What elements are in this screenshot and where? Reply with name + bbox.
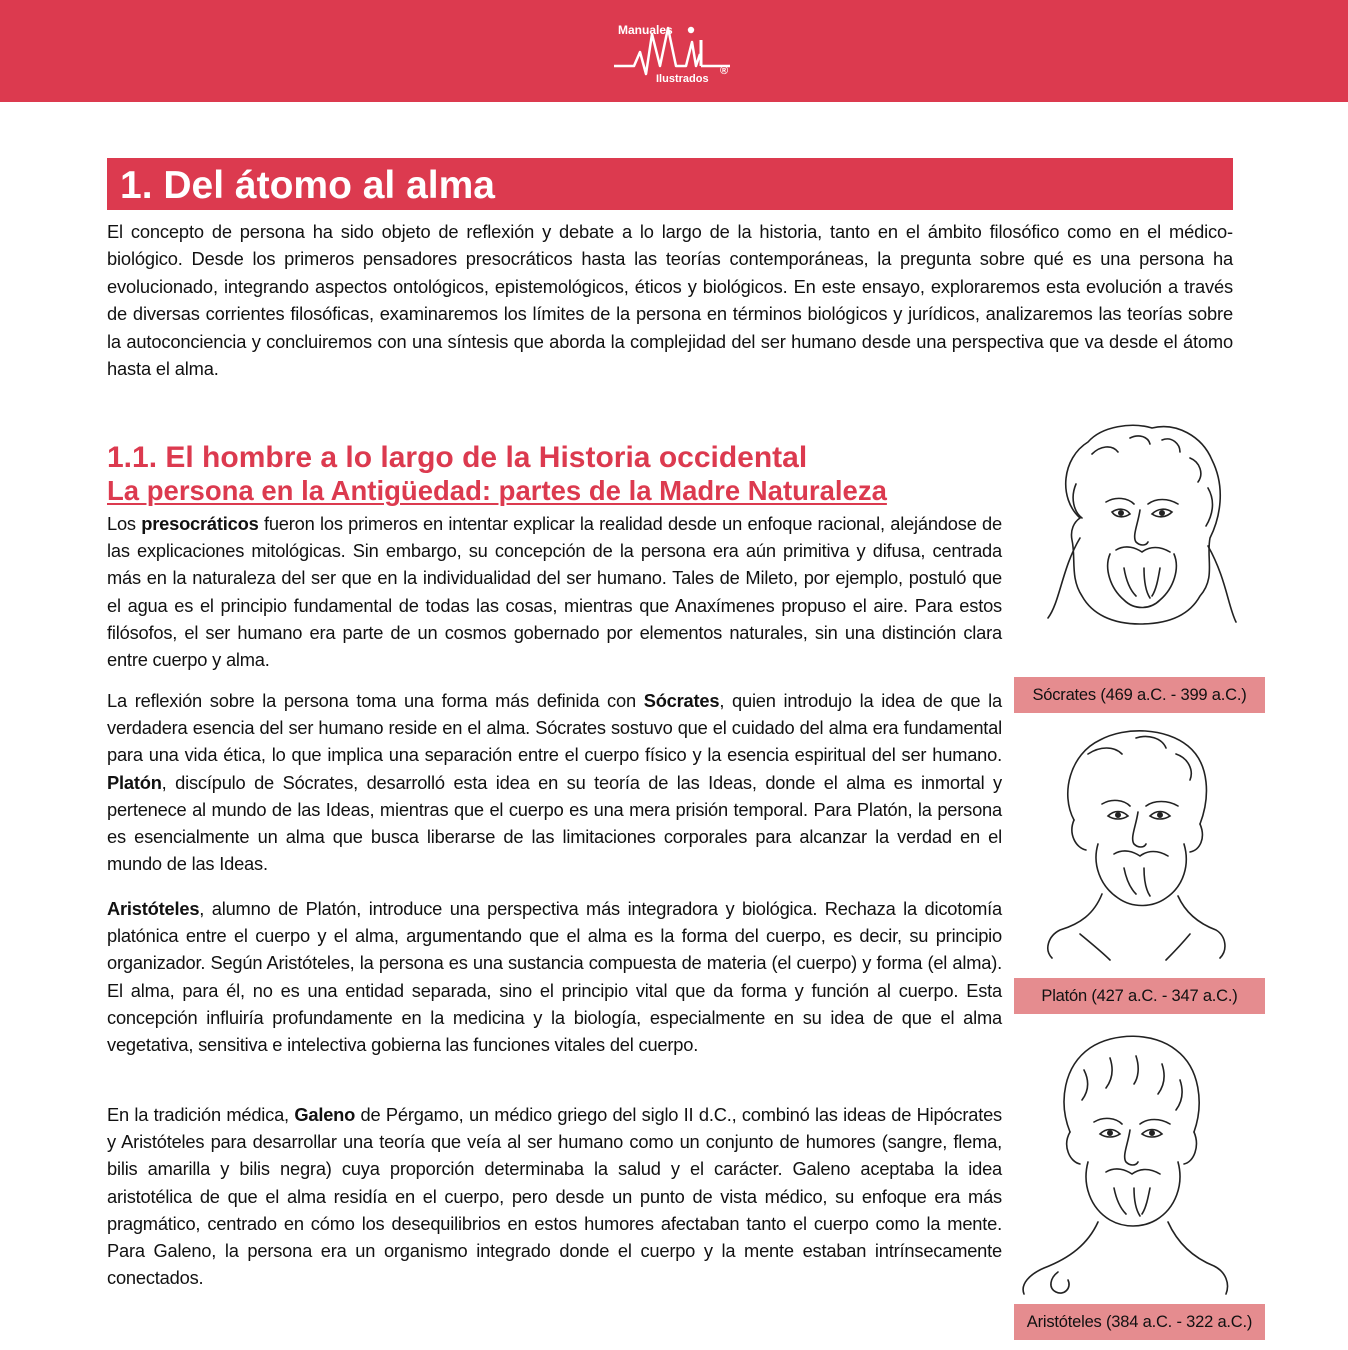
aristotle-portrait-icon: [1014, 1022, 1234, 1298]
aristotle-caption: Aristóteles (384 a.C. - 322 a.C.): [1014, 1304, 1265, 1340]
term-galeno: Galeno: [294, 1104, 356, 1125]
logo-registered-mark: ®: [720, 65, 729, 77]
paragraph-text: , discípulo de Sócrates, desarrolló esta idea en su teoría de las Ideas, donde el alma es inmortal y pertenece al mundo de las Ideas, mientras que el cuerpo es una mera prisión temporal. Para Platón, la persona es esencialmente un alma que busca liberarse de las limitaciones corporales para alcanzar la verdad en el mundo de las Ideas.: [107, 771, 1002, 875]
paragraph-text: , alumno de Platón, introduce una perspectiva más integradora y biológica. Rechaza la dicotomía platónica entre el cuerpo y el alma, argumentando que el alma es la forma del cuerpo, es decir, su principio organizador. Según Aristóteles, la persona es una sustancia compuesta de materia (el cuerpo) y forma (el alma). El alma, para él, no es una entidad separada, sino el principio vital que da forma y función al cuerpo. Esta concepción influiría profundamente en la medicina y la biología, especialmente en su idea de que el alma vegetativa, sensitiva e intelectiva gobierna las funciones vitales del cuerpo.: [107, 898, 1002, 1056]
section-title: 1.1. El hombre a lo largo de la Historia occidental: [107, 441, 808, 474]
paragraph-text: , quien introdujo la idea de que la verdadera esencia del ser humano reside en el alma. Sócrates sostuvo que el cuidado del alma era fundamental para una vida ética, lo que implica una separación entre el cuerpo físico y la esencia espiritual del ser humano.: [107, 690, 1002, 766]
term-presocraticos: presocráticos: [141, 513, 259, 534]
paragraph-text: fueron los primeros en intentar explicar la realidad desde un enfoque racional, alejándose de las explicaciones mitológicas. Sin embargo, su concepción de la persona era aún primitiva y difusa, centrada más en la naturaleza del ser que en la individualidad del ser humano. Tales de Mileto, por ejemplo, postuló que el agua es el principio fundamental de todas las cosas, mientras que Anaxímenes propuso el aire. Para estos filósofos, el ser humano era parte de un cosmos gobernado por elementos naturales, sin una distinción clara entre cuerpo y alma.: [107, 513, 1002, 671]
brand-logo-icon: [612, 14, 736, 90]
socrates-portrait: [1040, 418, 1240, 630]
plato-portrait: [1040, 724, 1230, 962]
header-bar: [0, 0, 1348, 102]
paragraph-galen: [107, 1101, 1002, 1291]
aristotle-portrait: [1014, 1022, 1234, 1298]
paragraph-presocratics: [107, 510, 1002, 673]
paragraph-aristotle: [107, 895, 1002, 1058]
chapter-title-bar: [107, 158, 1233, 210]
paragraph-text: Los: [107, 513, 142, 534]
socrates-portrait-icon: [1040, 418, 1240, 630]
section-subtitle-link[interactable]: La persona en la Antigüedad: partes de la Madre Naturaleza: [107, 475, 887, 506]
chapter-intro: El concepto de persona ha sido objeto de reflexión y debate a lo largo de la historia, tanto en el ámbito filosófico como en el médico-biológico. Desde los primeros pensadores presocráticos hasta las teorías contemporáneas, la pregunta sobre qué es una persona ha evolucionado, integrando aspectos ontológicos, epistemológicos, éticos y biológicos. En este ensayo, exploraremos esta evolución a través de diversas corrientes filosóficas, examinaremos los límites de la persona en términos biológicos y jurídicos, analizaremos las teorías sobre la autoconciencia y concluiremos con una síntesis que aborda la complejidad del ser humano desde una perspectiva que va desde el átomo hasta el alma.: [107, 221, 1233, 380]
paragraph-text: La reflexión sobre la persona toma una forma más definida con: [107, 690, 644, 711]
socrates-caption: Sócrates (469 a.C. - 399 a.C.): [1014, 677, 1265, 713]
brand-logo[interactable]: [612, 14, 736, 90]
paragraph-text: En la tradición médica,: [107, 1104, 295, 1125]
paragraph-text: de Pérgamo, un médico griego del siglo II d.C., combinó las ideas de Hipócrates y Aristóteles para desarrollar una teoría que veía al ser humano como un conjunto de humores (sangre, flema, bilis amarilla y bilis negra) cuya proporción determinaba la salud y el carácter. Galeno aceptaba la idea aristotélica de que el alma residía en el cuerpo, pero desde un punto de vista médico, su enfoque era más pragmático, centrado en cómo los desequilibrios en estos humores afectaban tanto el cuerpo como la mente. Para Galeno, la persona era un organismo integrado donde el cuerpo y la mente estaban intrínsecamente conectados.: [107, 1104, 1002, 1289]
plato-portrait-icon: [1040, 724, 1230, 962]
term-platon: Platón: [107, 771, 162, 793]
plato-caption: Platón (427 a.C. - 347 a.C.): [1014, 978, 1265, 1014]
logo-line2: Ilustrados: [656, 73, 709, 85]
chapter-title: 1. Del átomo al alma: [120, 164, 495, 207]
logo-line1: Manuales: [618, 23, 673, 37]
paragraph-socrates-plato: [107, 687, 1002, 877]
term-aristoteles: Aristóteles: [107, 898, 200, 919]
term-socrates: Sócrates: [643, 690, 720, 711]
